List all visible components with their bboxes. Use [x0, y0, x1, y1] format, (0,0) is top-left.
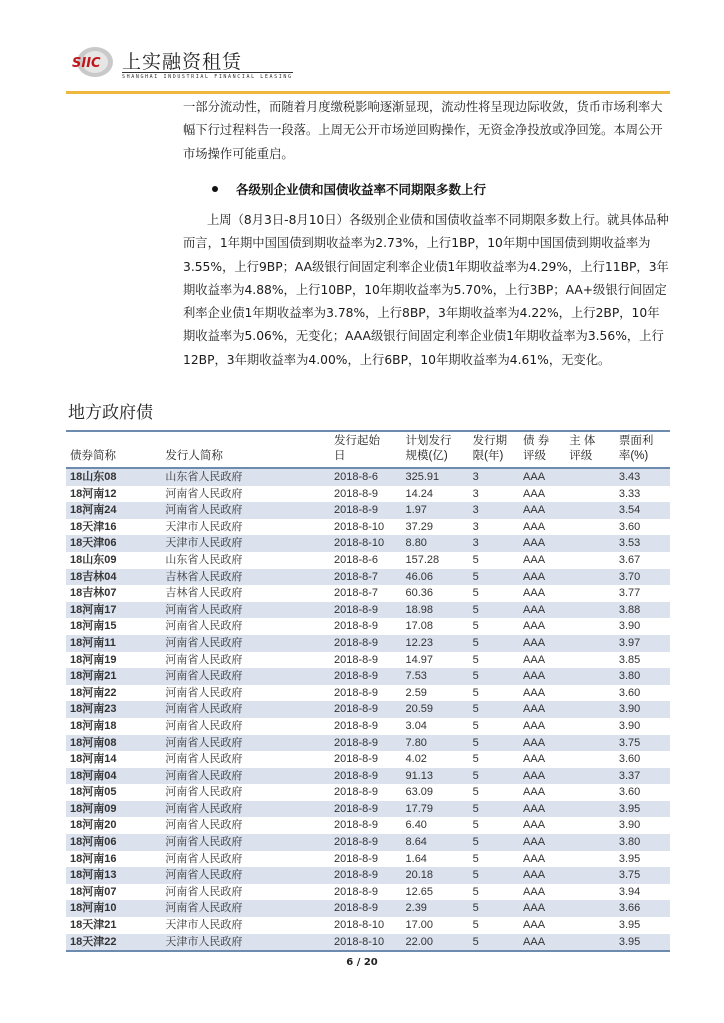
cell-term: 5 [472, 719, 479, 732]
cell-bond-rating: AAA [523, 570, 546, 583]
cell-planned-size: 18.98 [405, 603, 434, 616]
column-header-issuer-rating [565, 431, 615, 468]
cell-bond-rating: AAA [523, 769, 546, 782]
table-row [66, 468, 670, 486]
cell-issuer: 河南省人民政府 [165, 785, 243, 799]
cell-issuer-rating [565, 635, 615, 652]
cell-issuer: 山东省人民政府 [165, 552, 243, 566]
cell-issuer-rating [565, 934, 615, 952]
cell-coupon-rate: 3.90 [618, 620, 641, 633]
column-header-issue-date [330, 431, 402, 468]
page-header [70, 44, 670, 84]
bullet-icon [212, 186, 218, 192]
cell-bond-name: 18河南23 [70, 703, 117, 716]
cell-coupon-rate: 3.53 [618, 537, 641, 550]
cell-coupon-rate: 3.60 [618, 686, 641, 699]
cell-issuer-rating [565, 867, 615, 884]
column-header-line: 票面利 [618, 435, 654, 447]
page-number: 6 / 20 [346, 957, 378, 968]
cell-bond-name: 18河南04 [70, 769, 117, 782]
cell-bond-rating: AAA [523, 736, 546, 749]
cell-issue-date: 2018-8-9 [334, 636, 379, 649]
cell-bond-name: 18河南10 [70, 902, 117, 915]
cell-bond-rating: AAA [523, 537, 546, 550]
table-row [66, 502, 670, 519]
cell-bond-name: 18山东08 [70, 471, 117, 483]
table-row [66, 535, 670, 552]
cell-bond-name: 18吉林04 [70, 570, 117, 583]
cell-planned-size: 22.00 [405, 935, 434, 948]
cell-issuer: 河南省人民政府 [165, 685, 243, 699]
table-row [66, 801, 670, 818]
table-row [66, 900, 670, 917]
cell-issue-date: 2018-8-10 [334, 919, 385, 932]
cell-issue-date: 2018-8-9 [334, 653, 379, 666]
cell-issue-date: 2018-8-7 [334, 570, 379, 583]
cell-bond-name: 18河南20 [70, 819, 117, 832]
cell-issuer-rating [565, 718, 615, 735]
cell-issuer-rating [565, 884, 615, 901]
cell-issuer: 河南省人民政府 [165, 901, 243, 915]
cell-issuer-rating [565, 784, 615, 801]
cell-issuer: 河南省人民政府 [165, 652, 243, 666]
table-body [66, 468, 670, 951]
cell-planned-size: 325.91 [405, 471, 440, 483]
bullet-heading-text: 各级别企业债和国债收益率不同期限多数上行 [236, 182, 487, 197]
table-row [66, 884, 670, 901]
cell-planned-size: 157.28 [405, 553, 440, 566]
cell-issuer-rating [565, 768, 615, 785]
cell-bond-name: 18河南09 [70, 802, 117, 815]
cell-planned-size: 1.97 [405, 504, 427, 517]
table-row [66, 585, 670, 602]
cell-issuer: 河南省人民政府 [165, 602, 243, 616]
cell-issuer-rating [565, 585, 615, 602]
cell-bond-rating: AAA [523, 703, 546, 716]
cell-coupon-rate: 3.80 [618, 670, 641, 683]
cell-bond-rating: AAA [523, 471, 546, 483]
cell-bond-rating: AAA [523, 753, 546, 766]
table-row [66, 685, 670, 702]
table-row [66, 851, 670, 868]
cell-bond-name: 18山东09 [70, 553, 117, 566]
cell-bond-rating: AAA [523, 603, 546, 616]
cell-bond-rating: AAA [523, 852, 546, 865]
cell-bond-name: 18河南13 [70, 869, 117, 882]
cell-planned-size: 63.09 [405, 786, 434, 799]
cell-bond-name: 18河南11 [70, 636, 116, 649]
cell-bond-rating: AAA [523, 885, 546, 898]
cell-bond-rating: AAA [523, 653, 546, 666]
paragraph-yields: 上周（8月3日-8月10日）各级别企业债和国债收益率不同期限多数上行。就具体品种而言，1年期中国国债到期收益率为2.73%，上行1BP，10年期中国国债到期收益率为3.55%，上行9BP；AA级银行间固定利率企业债1年期收益率为4.29%，上行11BP，3年期收益率为4.88%，上行10BP，10年期收益率为5.70%，上行3BP；AA+级银行间固定利率企业债1年期收益率为3.78%，上行8BP，3年期收益率为4.22%，上行2BP，10年期收益率为5.06%，无变化；AAA级银行间固定利率企业债1年期收益率为3.56%，上行12BP，3年期收益率为4.00%，上行6BP，10年期收益率为4.61%，无变化。 [183, 213, 669, 367]
siic-logo-icon [70, 46, 116, 78]
cell-issue-date: 2018-8-6 [334, 471, 379, 483]
cell-bond-rating: AAA [523, 686, 546, 699]
cell-issue-date: 2018-8-9 [334, 670, 379, 683]
cell-term: 5 [472, 570, 479, 583]
cell-term: 3 [472, 471, 479, 483]
cell-bond-name: 18河南17 [70, 603, 117, 616]
cell-term: 5 [472, 852, 479, 865]
cell-term: 5 [472, 620, 479, 633]
column-header-planned-size [402, 431, 469, 468]
column-header-coupon-rate [615, 431, 670, 468]
cell-bond-rating: AAA [523, 786, 546, 799]
cell-bond-name: 18天津21 [70, 919, 117, 932]
cell-issuer-rating [565, 502, 615, 519]
cell-issuer-rating [565, 735, 615, 752]
cell-term: 5 [472, 885, 479, 898]
cell-coupon-rate: 3.67 [618, 553, 641, 566]
cell-coupon-rate: 3.95 [618, 852, 641, 865]
cell-coupon-rate: 3.95 [618, 935, 641, 948]
table-row [66, 867, 670, 884]
cell-issuer-rating [565, 486, 615, 503]
cell-bond-rating: AAA [523, 487, 546, 500]
cell-issue-date: 2018-8-9 [334, 603, 379, 616]
cell-coupon-rate: 3.60 [618, 786, 641, 799]
cell-planned-size: 46.06 [405, 570, 434, 583]
cell-issuer: 天津市人民政府 [165, 519, 243, 533]
cell-issuer-rating [565, 519, 615, 536]
cell-bond-name: 18吉林07 [70, 587, 117, 600]
cell-planned-size: 17.08 [405, 620, 434, 633]
cell-issue-date: 2018-8-9 [334, 819, 379, 832]
cell-term: 5 [472, 836, 479, 849]
cell-issuer: 河南省人民政府 [165, 486, 243, 500]
cell-planned-size: 2.59 [405, 686, 427, 699]
cell-issue-date: 2018-8-10 [334, 537, 385, 550]
cell-issuer-rating [565, 618, 615, 635]
cell-issuer: 河南省人民政府 [165, 718, 243, 732]
cell-coupon-rate: 3.90 [618, 819, 641, 832]
cell-term: 5 [472, 670, 479, 683]
cell-issuer-rating [565, 468, 615, 486]
cell-coupon-rate: 3.60 [618, 753, 641, 766]
column-header-issuer [161, 431, 330, 468]
column-header-bond-name [66, 431, 161, 468]
cell-issuer-rating [565, 917, 615, 934]
cell-term: 5 [472, 603, 479, 616]
cell-planned-size: 20.18 [405, 869, 434, 882]
cell-issuer: 山东省人民政府 [165, 470, 243, 483]
column-header-line: 评级 [569, 450, 593, 462]
table-row [66, 834, 670, 851]
cell-issue-date: 2018-8-9 [334, 686, 379, 699]
cell-coupon-rate: 3.90 [618, 719, 641, 732]
table-row [66, 519, 670, 536]
cell-issue-date: 2018-8-10 [334, 935, 385, 948]
table-row [66, 602, 670, 619]
cell-issuer-rating [565, 801, 615, 818]
cell-issue-date: 2018-8-9 [334, 736, 379, 749]
cell-bond-name: 18河南19 [70, 653, 117, 666]
cell-term: 5 [472, 802, 479, 815]
table-row [66, 768, 670, 785]
table-row [66, 668, 670, 685]
cell-coupon-rate: 3.97 [618, 636, 641, 649]
cell-planned-size: 17.79 [405, 802, 434, 815]
column-header-line: 发行起始 [334, 435, 381, 447]
cell-bond-rating: AAA [523, 802, 546, 815]
cell-issue-date: 2018-8-7 [334, 587, 379, 600]
header-divider [66, 91, 670, 94]
cell-term: 5 [472, 553, 479, 566]
table-row [66, 652, 670, 669]
column-header-line: 率(%) [618, 450, 649, 462]
cell-coupon-rate: 3.85 [618, 653, 641, 666]
column-header-line: 发行人简称 [165, 450, 223, 462]
cell-coupon-rate: 3.66 [618, 902, 641, 915]
cell-bond-name: 18天津16 [70, 520, 117, 533]
cell-issuer-rating [565, 834, 615, 851]
cell-issue-date: 2018-8-9 [334, 786, 379, 799]
cell-issue-date: 2018-8-9 [334, 487, 379, 500]
local-government-bond-table [66, 430, 670, 952]
cell-term: 5 [472, 736, 479, 749]
cell-bond-name: 18河南21 [70, 670, 117, 683]
cell-bond-rating: AAA [523, 869, 546, 882]
cell-bond-name: 18河南16 [70, 852, 117, 865]
cell-planned-size: 14.97 [405, 653, 434, 666]
bullet-heading [212, 180, 486, 198]
column-header-term [469, 431, 519, 468]
table-row [66, 635, 670, 652]
cell-bond-rating: AAA [523, 620, 546, 633]
cell-issuer: 河南省人民政府 [165, 851, 243, 865]
section-title: 地方政府债 [68, 403, 153, 423]
table-row [66, 618, 670, 635]
cell-planned-size: 17.00 [405, 919, 434, 932]
cell-bond-name: 18河南22 [70, 686, 117, 699]
cell-bond-name: 18河南05 [70, 786, 117, 799]
cell-bond-rating: AAA [523, 520, 546, 533]
cell-coupon-rate: 3.37 [618, 769, 641, 782]
cell-coupon-rate: 3.77 [618, 587, 641, 600]
table-row [66, 486, 670, 503]
cell-bond-name: 18河南08 [70, 736, 117, 749]
cell-term: 5 [472, 636, 479, 649]
cell-coupon-rate: 3.33 [618, 487, 641, 500]
cell-bond-rating: AAA [523, 819, 546, 832]
cell-bond-rating: AAA [523, 553, 546, 566]
cell-bond-rating: AAA [523, 504, 546, 517]
paragraph-liquidity: 一部分流动性，而随着月度缴税影响逐渐显现，流动性将呈现边际收敛，货币市场利率大幅下行过程料告一段落。上周无公开市场逆回购操作，无资金净投放或净回笼。本周公开市场操作可能重启。 [183, 100, 663, 161]
cell-planned-size: 7.53 [405, 670, 427, 683]
cell-issuer-rating [565, 535, 615, 552]
cell-bond-rating: AAA [523, 902, 546, 915]
cell-bond-name: 18河南06 [70, 836, 117, 849]
column-header-line: 计划发行 [405, 435, 452, 447]
cell-issue-date: 2018-8-9 [334, 885, 379, 898]
cell-issue-date: 2018-8-9 [334, 719, 379, 732]
cell-issuer: 河南省人民政府 [165, 669, 243, 683]
cell-term: 5 [472, 653, 479, 666]
cell-issuer: 河南省人民政府 [165, 752, 243, 766]
cell-issuer-rating [565, 817, 615, 834]
cell-issue-date: 2018-8-6 [334, 553, 379, 566]
cell-coupon-rate: 3.95 [618, 919, 641, 932]
cell-coupon-rate: 3.70 [618, 570, 641, 583]
cell-issuer: 河南省人民政府 [165, 818, 243, 832]
cell-term: 5 [472, 869, 479, 882]
cell-planned-size: 60.36 [405, 587, 434, 600]
cell-issuer: 河南省人民政府 [165, 503, 243, 517]
cell-issuer: 河南省人民政府 [165, 768, 243, 782]
column-header-line: 发行期 [472, 435, 508, 447]
cell-term: 5 [472, 703, 479, 716]
table-row [66, 934, 670, 952]
cell-bond-name: 18河南24 [70, 504, 117, 517]
cell-bond-rating: AAA [523, 587, 546, 600]
table-row [66, 718, 670, 735]
cell-issuer: 河南省人民政府 [165, 735, 243, 749]
cell-term: 5 [472, 935, 479, 948]
cell-term: 3 [472, 504, 479, 517]
cell-bond-rating: AAA [523, 919, 546, 932]
cell-bond-rating: AAA [523, 719, 546, 732]
column-header-line: 限(年) [472, 450, 504, 462]
cell-issuer: 河南省人民政府 [165, 619, 243, 633]
cell-coupon-rate: 3.60 [618, 520, 641, 533]
cell-bond-name: 18天津06 [70, 537, 117, 550]
cell-bond-name: 18天津22 [70, 935, 117, 948]
cell-bond-rating: AAA [523, 670, 546, 683]
cell-issue-date: 2018-8-9 [334, 902, 379, 915]
cell-issuer: 吉林省人民政府 [165, 569, 243, 583]
cell-coupon-rate: 3.88 [618, 603, 641, 616]
cell-planned-size: 6.40 [405, 819, 427, 832]
cell-bond-name: 18河南18 [70, 719, 117, 732]
cell-issuer-rating [565, 569, 615, 586]
cell-coupon-rate: 3.75 [618, 869, 641, 882]
cell-issuer: 河南省人民政府 [165, 835, 243, 849]
cell-issue-date: 2018-8-9 [334, 836, 379, 849]
cell-term: 5 [472, 819, 479, 832]
column-header-line: 日 [334, 450, 346, 462]
cell-bond-name: 18河南15 [70, 620, 117, 633]
cell-issue-date: 2018-8-10 [334, 520, 385, 533]
cell-issuer: 吉林省人民政府 [165, 586, 243, 600]
cell-issuer-rating [565, 602, 615, 619]
cell-issuer-rating [565, 652, 615, 669]
cell-term: 5 [472, 769, 479, 782]
cell-term: 3 [472, 537, 479, 550]
cell-bond-name: 18河南12 [70, 487, 117, 500]
cell-issuer-rating [565, 685, 615, 702]
cell-bond-name: 18河南07 [70, 885, 117, 898]
cell-issuer: 河南省人民政府 [165, 702, 243, 716]
cell-bond-rating: AAA [523, 935, 546, 948]
cell-issuer: 河南省人民政府 [165, 884, 243, 898]
svg-text:SIIC: SIIC [72, 56, 101, 71]
cell-planned-size: 2.39 [405, 902, 427, 915]
column-header-line: 债券简称 [70, 450, 116, 462]
cell-planned-size: 7.80 [405, 736, 427, 749]
cell-coupon-rate: 3.54 [618, 504, 641, 517]
cell-coupon-rate: 3.95 [618, 802, 641, 815]
table-row [66, 817, 670, 834]
cell-planned-size: 1.64 [405, 852, 427, 865]
cell-term: 5 [472, 686, 479, 699]
cell-planned-size: 4.02 [405, 753, 427, 766]
column-header-line: 评级 [523, 450, 547, 462]
cell-issuer: 天津市人民政府 [165, 934, 243, 948]
cell-issue-date: 2018-8-9 [334, 802, 379, 815]
cell-issue-date: 2018-8-9 [334, 703, 379, 716]
cell-issuer-rating [565, 668, 615, 685]
cell-term: 5 [472, 902, 479, 915]
column-header-line: 债 券 [523, 435, 550, 447]
cell-planned-size: 14.24 [405, 487, 434, 500]
table-header-row [66, 431, 670, 468]
cell-coupon-rate: 3.75 [618, 736, 641, 749]
cell-issuer: 天津市人民政府 [165, 536, 243, 550]
cell-issue-date: 2018-8-9 [334, 769, 379, 782]
cell-coupon-rate: 3.94 [618, 885, 641, 898]
table-row [66, 751, 670, 768]
cell-issuer-rating [565, 851, 615, 868]
cell-planned-size: 8.80 [405, 537, 427, 550]
cell-coupon-rate: 3.90 [618, 703, 641, 716]
cell-planned-size: 91.13 [405, 769, 434, 782]
cell-coupon-rate: 3.80 [618, 836, 641, 849]
cell-issuer: 河南省人民政府 [165, 868, 243, 882]
cell-issuer-rating [565, 552, 615, 569]
cell-issue-date: 2018-8-9 [334, 852, 379, 865]
cell-issue-date: 2018-8-9 [334, 504, 379, 517]
cell-term: 3 [472, 520, 479, 533]
cell-issue-date: 2018-8-9 [334, 753, 379, 766]
table-row [66, 917, 670, 934]
cell-issue-date: 2018-8-9 [334, 620, 379, 633]
cell-issuer: 河南省人民政府 [165, 635, 243, 649]
cell-bond-name: 18河南14 [70, 753, 117, 766]
cell-planned-size: 3.04 [405, 719, 427, 732]
cell-issue-date: 2018-8-9 [334, 869, 379, 882]
company-name-cn: 上实融资租赁 [122, 51, 243, 73]
cell-term: 5 [472, 786, 479, 799]
cell-bond-rating: AAA [523, 636, 546, 649]
cell-term: 3 [472, 487, 479, 500]
table-row [66, 735, 670, 752]
cell-planned-size: 20.59 [405, 703, 434, 716]
cell-issuer: 河南省人民政府 [165, 801, 243, 815]
cell-planned-size: 12.65 [405, 885, 434, 898]
cell-issuer: 天津市人民政府 [165, 918, 243, 932]
table-row [66, 552, 670, 569]
cell-issuer-rating [565, 900, 615, 917]
column-header-bond-rating [519, 431, 565, 468]
table-row [66, 701, 670, 718]
cell-issuer-rating [565, 751, 615, 768]
company-name-en: SHANGHAI INDUSTRIAL FINANCIAL LEASING [122, 74, 293, 80]
cell-term: 5 [472, 919, 479, 932]
cell-planned-size: 12.23 [405, 636, 434, 649]
column-header-line: 规模(亿) [405, 450, 448, 462]
cell-term: 5 [472, 587, 479, 600]
cell-issuer-rating [565, 701, 615, 718]
table-row [66, 569, 670, 586]
cell-planned-size: 37.29 [405, 520, 434, 533]
column-header-line: 主 体 [569, 435, 596, 447]
cell-bond-rating: AAA [523, 836, 546, 849]
cell-coupon-rate: 3.43 [618, 471, 641, 483]
table-row [66, 784, 670, 801]
cell-planned-size: 8.64 [405, 836, 427, 849]
cell-term: 5 [472, 753, 479, 766]
